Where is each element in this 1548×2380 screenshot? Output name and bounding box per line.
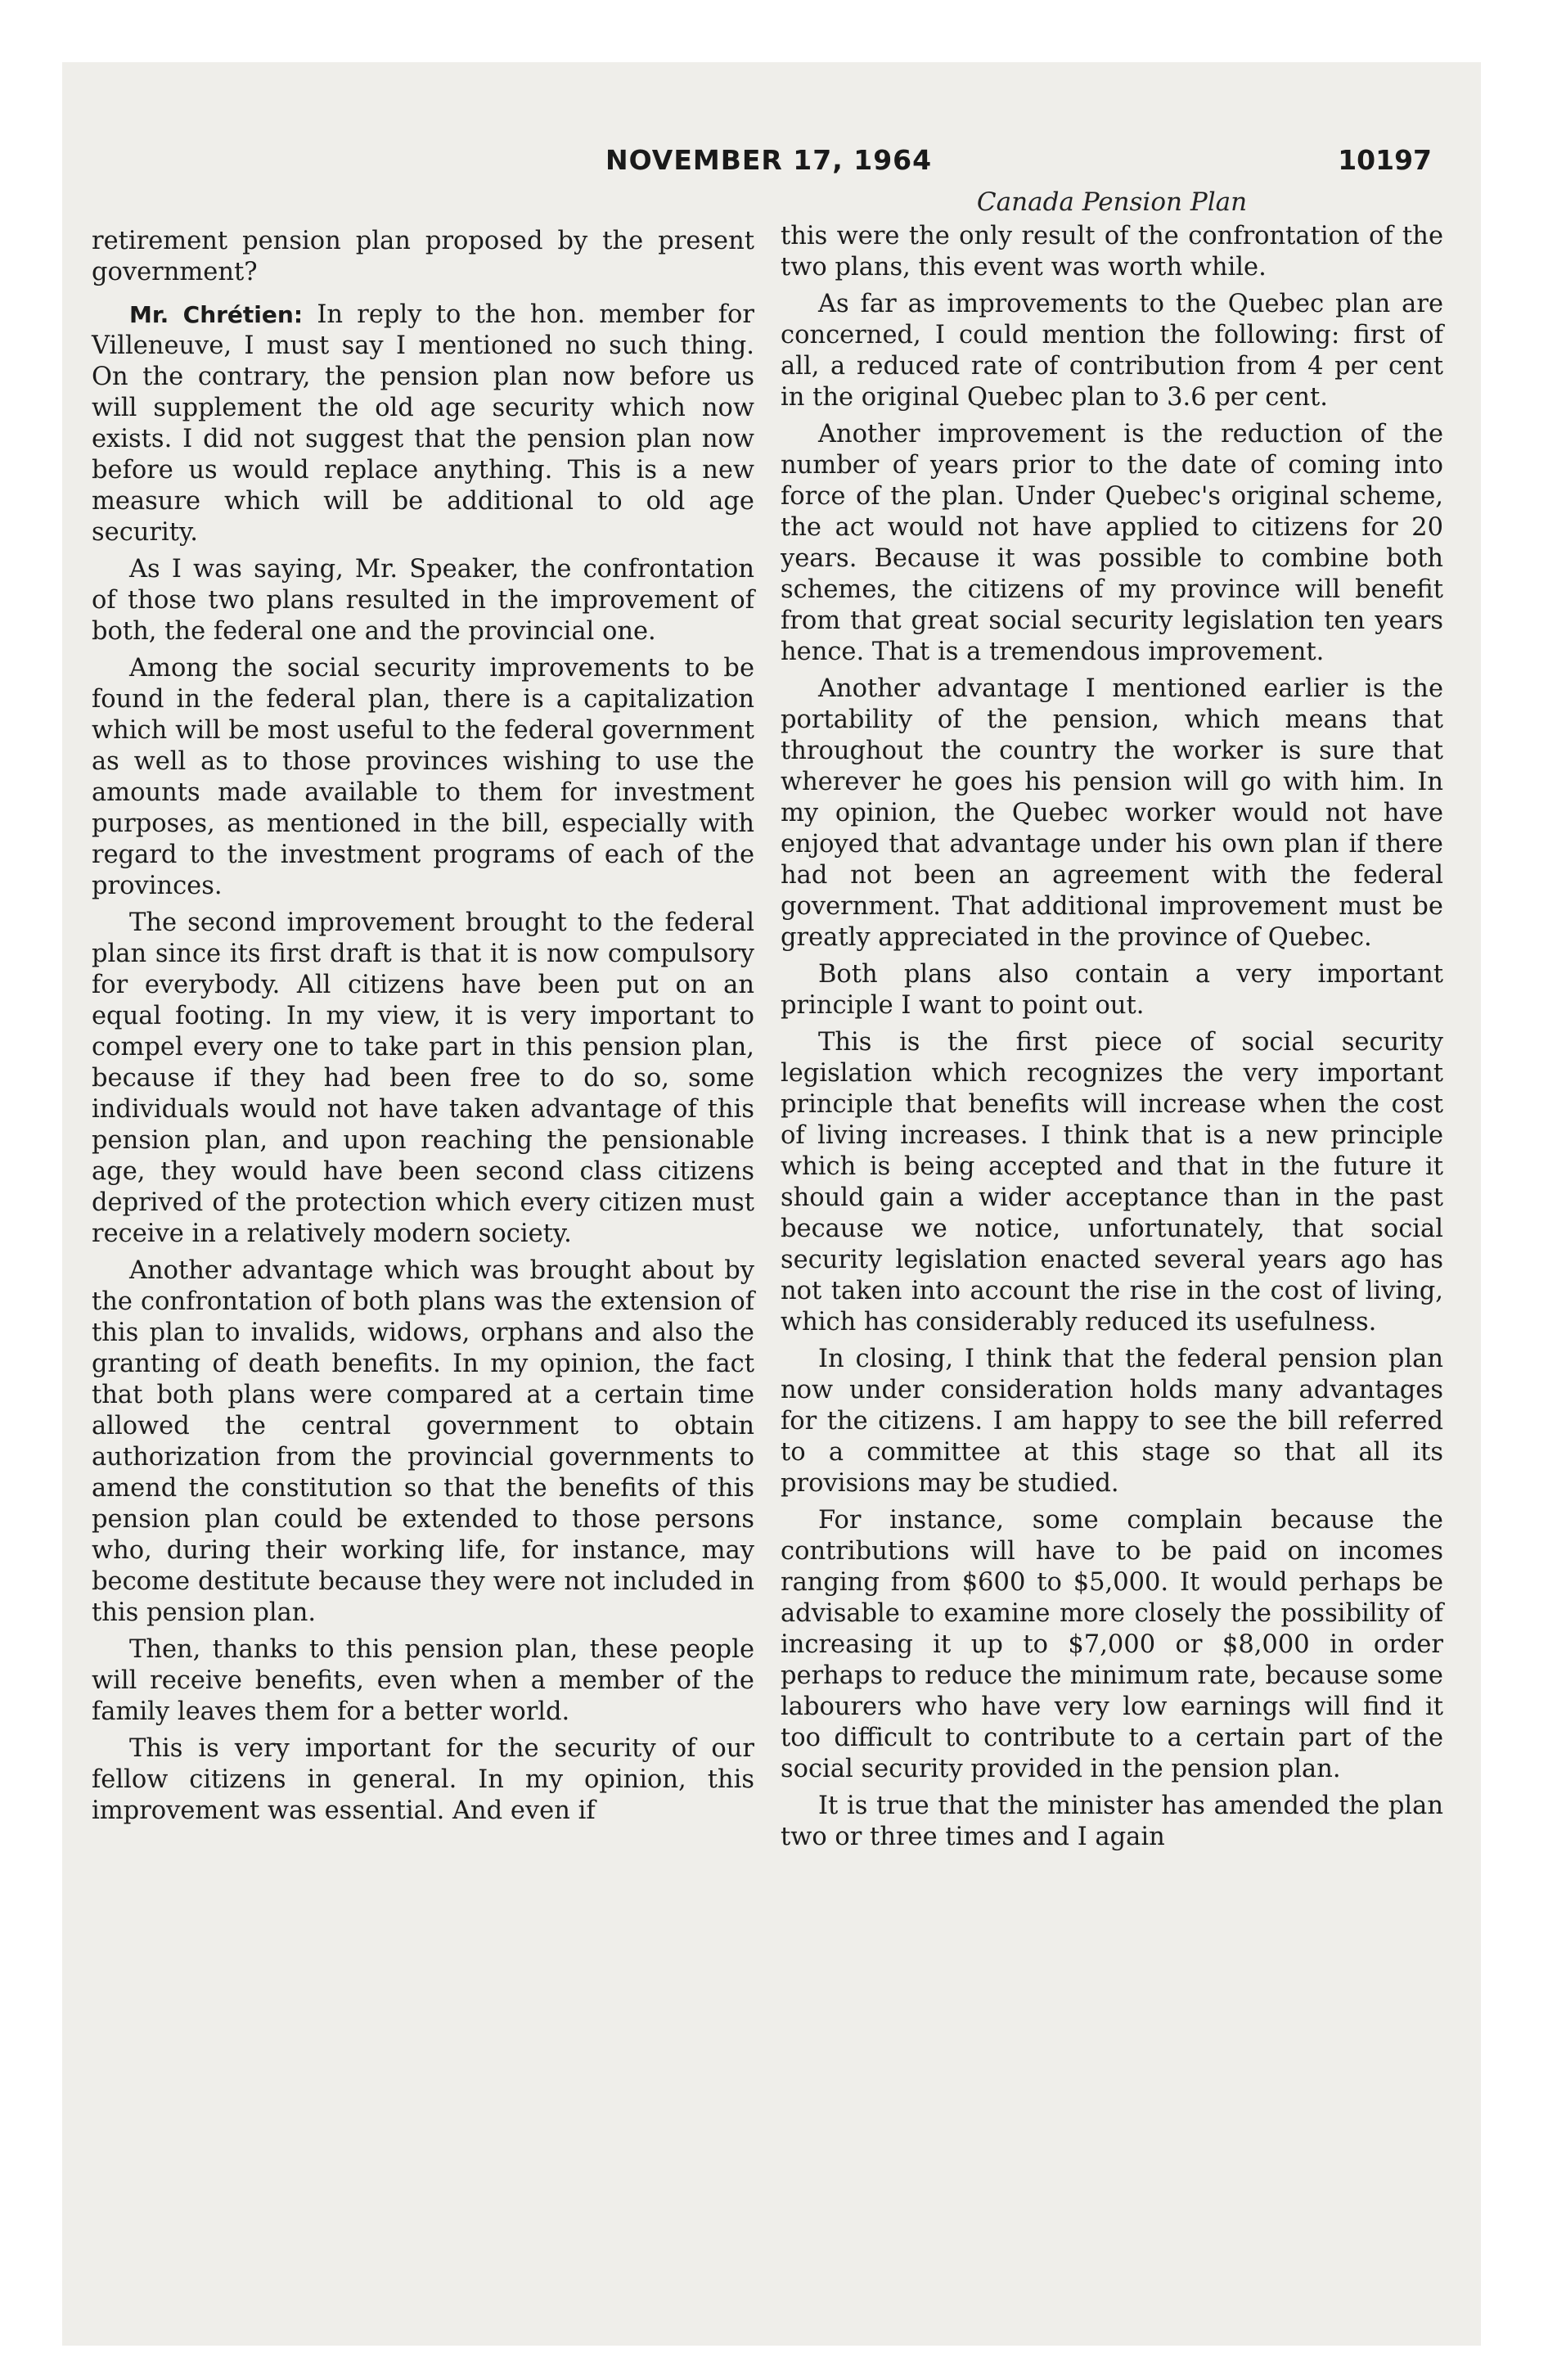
paragraph-text: In reply to the hon. member for Villeneuve, I must say I mentioned no such thing. On the contrary, the pension plan now before us will supplement the old age security which now exists. I did not suggest that the pension plan now before us would replace anything. This is a new measure which will be additional to old age security. xyxy=(92,300,754,547)
paragraph: Another advantage I mentioned earlier is the portability of the pension, which means that throughout the country the worker is sure that wherever he goes his pension will go with him. In my opinion, the Quebec worker would not have enjoyed that advantage under his own plan if there had not been an agreement with the federal government. That additional improvement must be greatly appreciated in the province of Quebec. xyxy=(781,674,1443,952)
paragraph: The second improvement brought to the federal plan since its first draft is that it is now compulsory for everybody. All citizens have been put on an equal footing. In my view, it is very important to compel every one to take part in this pension plan, because if they had been free to do so, some individuals would not have taken advantage of this pension plan, and upon reaching the pensionable age, they would have been second class citizens deprived of the protection which every citizen must receive in a relatively modern society. xyxy=(92,908,754,1248)
left-column xyxy=(92,226,754,1832)
paragraph: Another advantage which was brought about by the confrontation of both plans was the extension of this plan to invalids, widows, orphans and also the granting of death benefits. In my opinion, the fact that both plans were compared at a certain time allowed the central government to obtain authorization from the provincial governments to amend the constitution so that the benefits of this pension plan could be extended to those persons who, during their working life, for instance, may become destitute because they were not included in this pension plan. xyxy=(92,1256,754,1627)
paragraph: Then, thanks to this pension plan, these people will receive benefits, even when a member of the family leaves them for a better world. xyxy=(92,1635,754,1726)
paragraph: This is the first piece of social security legislation which recognizes the very important principle that benefits will increase when the cost of living increases. I think that is a new principle which is being accepted and that in the future it should gain a wider acceptance than in the past because we notice, unfortunately, that social security legislation enacted several years ago has not taken into account the rise in the cost of living, which has considerably reduced its usefulness. xyxy=(781,1028,1443,1336)
speaker-name: Mr. Chrétien: xyxy=(129,301,304,328)
paragraph: In closing, I think that the federal pension plan now under consideration holds many advantages for the citizens. I am happy to see the bill referred to a committee at this stage so that all its provisions may be studied. xyxy=(781,1345,1443,1498)
paragraph xyxy=(92,300,754,548)
right-column xyxy=(781,187,1443,1859)
paragraph: this were the only result of the confrontation of the two plans, this event was worth while. xyxy=(781,222,1443,282)
page-number: 10197 xyxy=(1338,144,1432,176)
paragraph: This is very important for the security of our fellow citizens in general. In my opinion, this improvement was essential. And even if xyxy=(92,1734,754,1825)
paragraph: Among the social security improvements to be found in the federal plan, there is a capitalization which will be most useful to the federal government as well as to those provinces wishing to use the amounts made available to them for investment purposes, as mentioned in the bill, especially with regard to the investment programs of each of the provinces. xyxy=(92,654,754,900)
header-date: NOVEMBER 17, 1964 xyxy=(605,144,933,176)
running-title: Canada Pension Plan xyxy=(976,187,1248,217)
paragraph: Another improvement is the reduction of the number of years prior to the date of coming into force of the plan. Under Quebec's original scheme, the act would not have applied to citizens for 20 years. Because it was possible to combine both schemes, the citizens of my province will benefit from that great social security legislation ten years hence. That is a tremendous improvement. xyxy=(781,420,1443,666)
page-header xyxy=(62,144,1481,185)
paragraph: Both plans also contain a very important principle I want to point out. xyxy=(781,960,1443,1020)
paragraph: As I was saying, Mr. Speaker, the confrontation of those two plans resulted in the improvement of both, the federal one and the provincial one. xyxy=(92,555,754,646)
paragraph: For instance, some complain because the contributions will have to be paid on incomes ranging from $600 to $5,000. It would perhaps be advisable to examine more closely the possibility of increasing it up to $7,000 or $8,000 in order perhaps to reduce the minimum rate, because some labourers who have very low earnings will find it too difficult to contribute to a certain part of the social security provided in the pension plan. xyxy=(781,1506,1443,1783)
paragraph: As far as improvements to the Quebec plan are concerned, I could mention the following: first of all, a reduced rate of contribution from 4 per cent in the original Quebec plan to 3.6 per cent. xyxy=(781,290,1443,412)
paragraph: It is true that the minister has amended the plan two or three times and I again xyxy=(781,1792,1443,1851)
paragraph: retirement pension plan proposed by the present government? xyxy=(92,227,754,286)
document-page xyxy=(62,62,1481,2346)
